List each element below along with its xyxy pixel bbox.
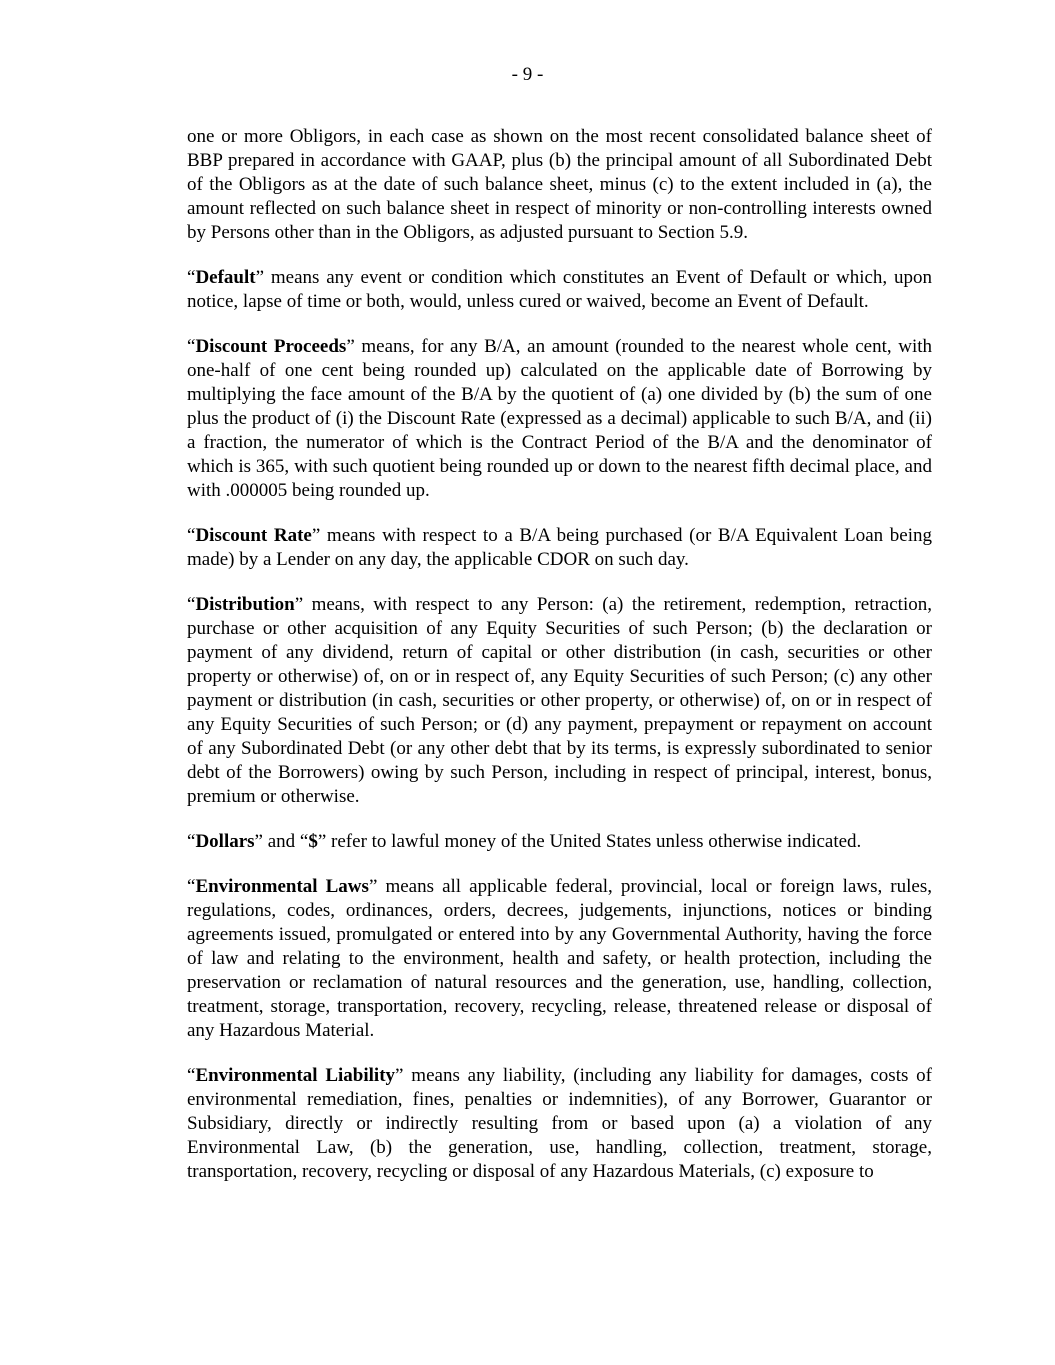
close-quote: ”	[255, 267, 265, 288]
defined-term: Discount Rate	[195, 525, 312, 546]
page-number: - 9 -	[511, 64, 544, 85]
defined-term: Environmental Laws	[195, 876, 369, 897]
close-quote: ”	[395, 1065, 404, 1086]
open-quote: “	[187, 267, 196, 288]
defined-term: Dollars	[195, 831, 255, 852]
definition-environmental-liability	[187, 1064, 932, 1184]
defined-term: Environmental Liability	[195, 1065, 396, 1086]
connector-text: and “	[262, 831, 309, 852]
definition-discount-proceeds	[187, 335, 932, 503]
definition-text: means any liability, (including any liability for damages, costs of environmental remediation, fines, penalties or indemnities), of any Borrower, Guarantor or Subsidiary, directly or indirectly resulting from or based upon (a) a violation of any Environmental Law, (b) the generation, use, handling, collection, treatment, storage, transportation, recovery, recycling or disposal of any Hazardous Materials, (c) exposure to	[187, 1065, 933, 1182]
defined-term: Discount Proceeds	[195, 336, 347, 357]
close-quote: ”	[317, 831, 327, 852]
definition-text: means any event or condition which constitutes an Event of Default or which, upon notice, lapse of time or both, would, unless cured or waived, become an Event of Default.	[187, 267, 932, 312]
definition-text: means with respect to a B/A being purchased (or B/A Equivalent Loan being made) by a Lender on any day, the applicable CDOR on such day.	[187, 525, 932, 570]
defined-term: Default	[195, 267, 256, 288]
open-quote: “	[187, 831, 196, 852]
close-quote: ”	[368, 876, 378, 897]
paragraph-continuation	[187, 125, 932, 245]
open-quote: “	[187, 876, 196, 897]
open-quote: “	[187, 525, 196, 546]
definition-dollars	[187, 830, 932, 854]
definition-text: refer to lawful money of the United States unless otherwise indicated.	[326, 831, 862, 852]
close-quote: ”	[254, 831, 263, 852]
defined-term: Distribution	[195, 594, 295, 615]
definition-distribution	[187, 593, 932, 809]
definition-environmental-laws	[187, 875, 932, 1043]
close-quote: ”	[311, 525, 321, 546]
close-quote: ”	[346, 336, 355, 357]
close-quote: ”	[294, 594, 304, 615]
definition-default	[187, 266, 932, 314]
open-quote: “	[187, 1065, 196, 1086]
definition-text: means, for any B/A, an amount (rounded to the nearest whole cent, with one-half of one cent being rounded up) calculated on the applicable date of Borrowing by multiplying the face amount of the B/A by the quotient of (a) one divided by (b) the sum of one plus the product of (i) the Discount Rate (expressed as a decimal) applicable to such B/A, and (ii) a fraction, the numerator of which is the Contract Period of the B/A and the denominator of which is 365, with such quotient being rounded up or down to the nearest fifth decimal place, and with .000005 being rounded up.	[187, 336, 932, 501]
definition-discount-rate	[187, 524, 932, 572]
definition-text: means all applicable federal, provincial, local or foreign laws, rules, regulations, codes, ordinances, orders, decrees, judgements, injunctions, notices or binding agreements issued, promulgated or entered into by any Governmental Authority, having the force of law and relating to the environment, health and safety, or health protection, including the preservation or reclamation of natural resources and the generation, use, handling, collection, treatment, storage, transportation, recovery, recycling, release, threatened release or disposal of any Hazardous Material.	[187, 876, 932, 1041]
open-quote: “	[187, 594, 196, 615]
definition-text: means, with respect to any Person: (a) the retirement, redemption, retraction, purchase or other acquisition of any Equity Securities of such Person; (b) the declaration or payment of any dividend, return of capital or other distribution (in cash, securities or other property or otherwise) of, on or in respect of, any Equity Securities of such Person; (c) any other payment or distribution (in cash, securities or other property, or otherwise) of, on or in respect of any Equity Securities of such Person; or (d) any payment, prepayment or repayment on account of any Subordinated Debt (or any other debt that by its terms, is expressly subordinated to senior debt of the Borrowers) owing by such Person, including in respect of principal, interest, bonus, premium or otherwise.	[187, 594, 932, 807]
defined-term-symbol: $	[308, 831, 318, 852]
paragraph-text: one or more Obligors, in each case as shown on the most recent consolidated balance sheet of BBP prepared in accordance with GAAP, plus (b) the principal amount of all Subordinated Debt of the Obligors as at the date of such balance sheet, minus (c) to the extent included in (a), the amount reflected on such balance sheet in respect of minority or non-controlling interests owned by Persons other than in the Obligors, as adjusted pursuant to Section 5.9.	[187, 126, 932, 243]
open-quote: “	[187, 336, 196, 357]
page-content	[187, 125, 932, 1205]
